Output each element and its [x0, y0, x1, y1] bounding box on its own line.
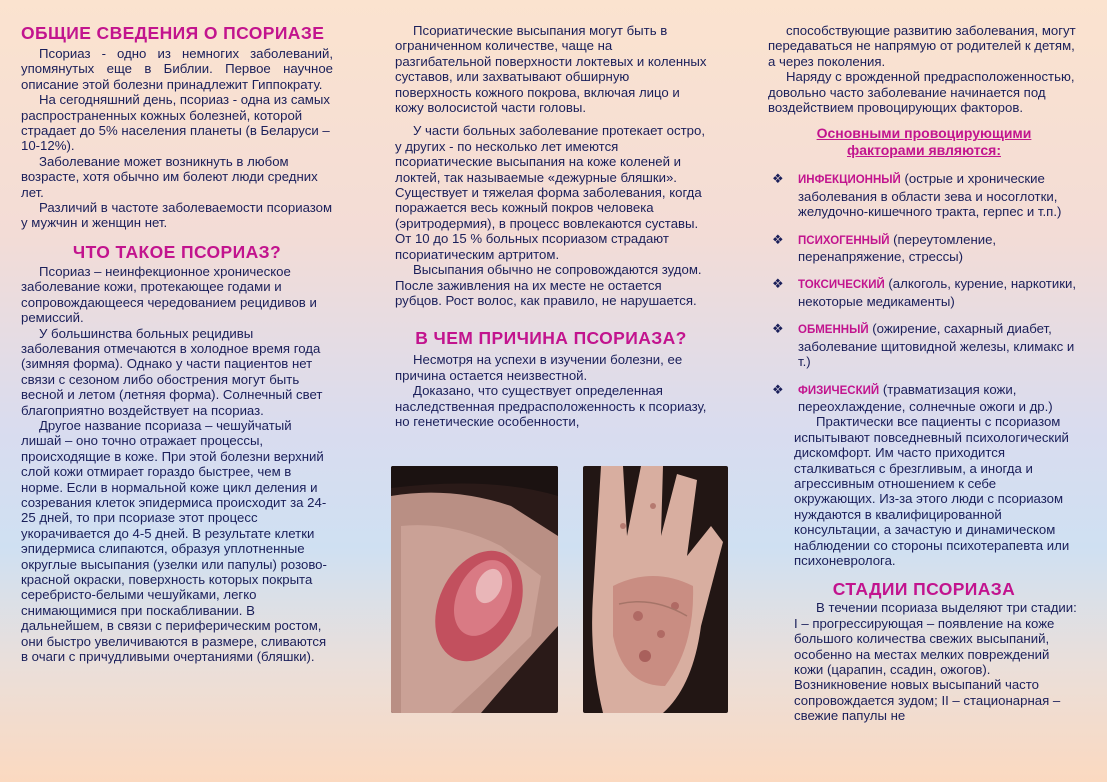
list-item: ❖ ОБМЕННЫЙ (ожирение, сахарный диабет, заболевание щитовидной железы, климакс и т.)	[772, 321, 1075, 370]
column-2	[395, 0, 707, 429]
diamond-bullet-icon: ❖	[772, 231, 784, 247]
paragraph: Наряду с врожденной предрасположенностью, довольно часто заболевание начинается под воздействием провоцирующих факторов.	[768, 69, 1075, 116]
factors-title: Основными провоцирующими факторами являются:	[816, 125, 1032, 159]
list-item: ❖ ПСИХОГЕННЫЙ (переутомление, перенапряжение, стрессы)	[772, 231, 997, 265]
paragraph: способствующие развитию заболевания, могут передаваться не напрямую от родителей к детям, а через поколения.	[768, 23, 1076, 69]
list-item: ❖ ФИЗИЧЕСКИЙ (травматизация кожи, переохлаждение, солнечные ожоги и др.)	[772, 381, 1053, 414]
paragraph: Высыпания обычно не сопровождаются зудом. После заживления на их месте не остается рубцов. Рост волос, как правило, не нарушается.	[395, 262, 702, 308]
list-item: ❖ ИНФЕКЦИОННЫЙ (острые и хронические заболевания в области зева и носоглотки, желудочно-кишечного тракта, герпес и т.п.)	[772, 171, 1062, 220]
heading-what-is-psoriasis: ЧТО ТАКОЕ ПСОРИАЗ?	[72, 241, 282, 262]
paragraph: Доказано, что существует определенная наследственная предрасположенность к псориазу, но генетические особенности,	[395, 383, 707, 429]
list-item: ❖ ТОКСИЧЕСКИЙ (алкоголь, курение, наркотики, некоторые медикаменты)	[772, 276, 1076, 309]
paragraph: Псориаз – неинфекционное хроническое заболевание кожи, протекающее годами и сопровождающееся чередованием рецидивов и ремиссий.	[21, 263, 317, 326]
heading-cause: В ЧЕМ ПРИЧИНА ПСОРИАЗА?	[415, 328, 687, 349]
paragraph: У части больных заболевание протекает остро, у других - по несколько лет имеются псориатические высыпания на коже коленей и локтей, так называемые «дежурные бляшки». Существует и тяжелая форма заболевания, когда поражается весь кожный покров человека (эритродермия), в процесс вовлекаются суставы. От 10 до 15 % больных псориазом страдают псориатическим артритом.	[395, 123, 705, 262]
paragraph: Другое название псориаза – чешуйчатый лишай – оно точно отражает процессы, происходящие в коже. При этой болезни верхний слой кожи отмирает гораздо быстрее, чем в норме. Если в нормальной коже цикл деления и созревания клеток эпидермиса происходит за 24-25 дней, то при псориазе этот процесс укорачивается до 4-5 дней. В результате клетки эпидермиса слипаются, образуя уплотненные округлые высыпания (узелки или папулы) розово-красной окраски, поверхность которых покрыта серебристо-белыми чешуйками, легко снимающимися при поскабливании. В дальнейшем, в связи с периферическим ростом, они быстро увеличиваются в размере, сливаются в очаги с причудливыми очертаниями (бляшки).	[21, 417, 327, 665]
photo-elbow-plaque	[391, 466, 558, 713]
heading-stages: СТАДИИ ПСОРИАЗА	[832, 579, 1016, 600]
diamond-bullet-icon: ❖	[772, 321, 784, 337]
photo-palm-psoriasis	[583, 466, 728, 713]
paragraph: Различий в частоте заболеваемости псориазом у мужчин и женщин нет.	[21, 200, 333, 231]
column-3	[768, 0, 1080, 724]
column-1	[21, 0, 333, 664]
elbow-plaque-illustration	[391, 466, 558, 713]
paragraph: Практически все пациенты с псориазом испытывают повседневный психологический дискомфорт. Им часто приходится сталкиваться с брезгливым, а иногда и агрессивным отношением к себе окружающих. Из-за этого люди с псориазом нуждаются в квалифицированной консультации, а зачастую и динамическом наблюдении со стороны психотерапевта или психоневролога.	[794, 414, 1070, 568]
diamond-bullet-icon: ❖	[772, 276, 784, 292]
paragraph: Несмотря на успехи в изучении болезни, ее причина остается неизвестной.	[395, 352, 683, 383]
heading-general-info: ОБЩИЕ СВЕДЕНИЯ О ПСОРИАЗЕ	[21, 23, 325, 43]
paragraph: Псориатические высыпания могут быть в ограниченном количестве, чаще на разгибательной поверхности локтевых и коленных суставов, или захватывают обширную поверхность кожного покрова, включая лицо и кожу волосистой части головы.	[395, 23, 707, 116]
factors-list	[768, 171, 1080, 414]
paragraph: На сегодняшний день, псориаз - одна из самых распространенных кожных болезней, которой страдает до 5% населения планеты (в Беларуси – 10-12%).	[21, 92, 330, 154]
paragraph: Заболевание может возникнуть в любом возрасте, хотя обычно им болеют люди средних лет.	[21, 153, 318, 200]
palm-illustration	[583, 466, 728, 713]
diamond-bullet-icon: ❖	[772, 381, 784, 397]
diamond-bullet-icon: ❖	[772, 171, 784, 187]
paragraph: В течении псориаза выделяют три стадии: I – прогрессирующая – появление на коже большого количества свежих высыпаний, особенно на местах мелких повреждений кожи (царапин, ссадин, ожогов). Возникновение новых высыпаний часто сопровождается зудом; II – стационарная – свежие папулы не	[794, 600, 1077, 724]
paragraph: У большинства больных рецидивы заболевания отмечаются в холодное время года (зимняя форма). Однако у части пациентов нет связи с сезоном либо обострения могут быть весной и летом (летняя форма). Солнечный свет благоприятно воздействует на псориаз.	[21, 325, 323, 418]
paragraph: Псориаз - одно из немногих заболеваний, упомянутых еще в Библии. Первое научное описание этой болезни принадлежит Гиппократу.	[21, 46, 333, 92]
